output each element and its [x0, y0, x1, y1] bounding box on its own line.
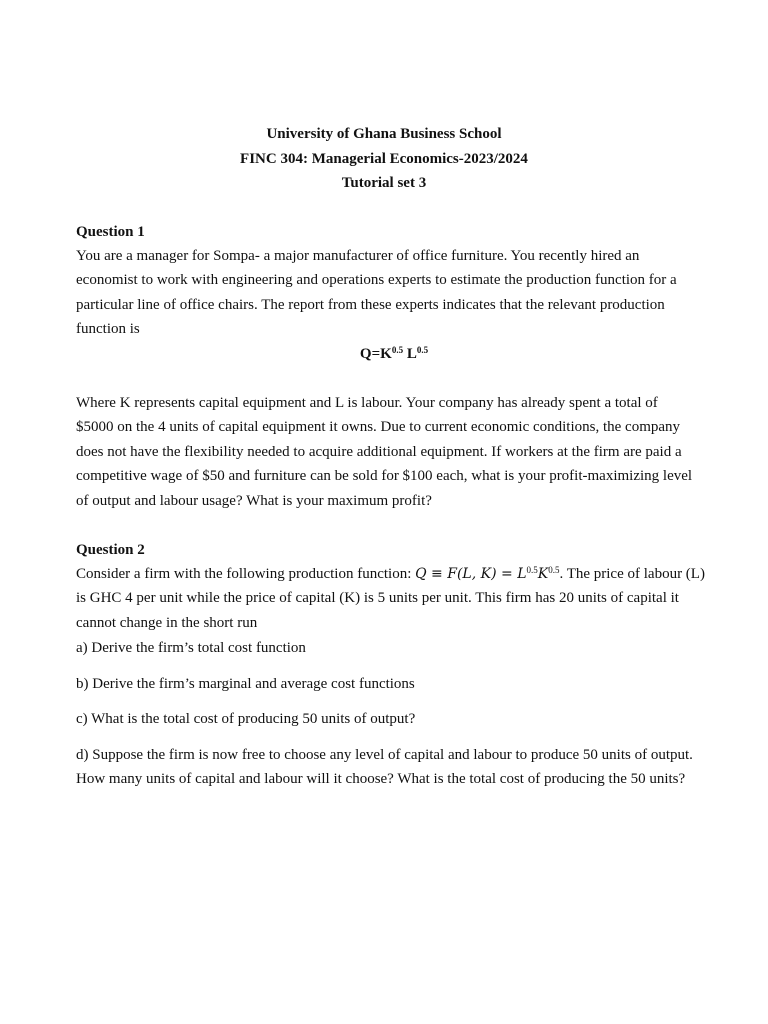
formula-exponent-l: 0.5 [416, 345, 429, 355]
equation-args: (L, K) [456, 566, 497, 582]
equation-equiv: ≡ [426, 566, 448, 582]
text-line: d) Suppose the firm is now free to choose any level of capital and labour to produce 50 units of output. [76, 747, 693, 763]
text-line-with-equation [76, 565, 736, 589]
equation-k: K [537, 566, 549, 582]
question-2-part-c: c) What is the total cost of producing 50 units of output? [76, 711, 416, 727]
equation-l: L [517, 566, 527, 582]
equation-equals: = [496, 566, 518, 582]
equation-f: F [447, 566, 457, 582]
question-2-part-d [76, 746, 726, 795]
text-line: competitive wage of $50 and furniture can be sold for $100 each, what is your profit-maximizing level [76, 468, 693, 485]
equation-q: Q [415, 566, 427, 582]
text-line: of output and labour usage? What is your maximum profit? [76, 492, 432, 509]
equation-prefix: Consider a firm with the following production function: [76, 566, 416, 582]
text-line: does not have the flexibility needed to acquire additional equipment. If workers at the firm are paid a [76, 443, 682, 460]
text-line: How many units of capital and labour will it choose? What is the total cost of producing the 50 units? [76, 771, 686, 788]
production-function-formula [0, 345, 768, 363]
question-2-intro [76, 565, 736, 638]
question-2-part-b: b) Derive the firm’s marginal and average cost functions [76, 676, 415, 692]
equation-k-exponent: 0.5 [548, 565, 560, 575]
tutorial-title: Tutorial set 3 [341, 175, 427, 191]
text-line: cannot change in the short run [76, 614, 258, 631]
question-1-body [76, 394, 716, 516]
question-1-intro [76, 247, 716, 345]
equation-l-exponent: 0.5 [526, 565, 538, 575]
question-1-heading: Question 1 [76, 224, 145, 240]
institution-name: University of Ghana Business School [266, 126, 502, 142]
text-line: $5000 on the 4 units of capital equipment it owns. Due to current economic conditions, the company [76, 419, 681, 436]
text-line: function is [76, 321, 140, 338]
course-title: FINC 304: Managerial Economics-2023/2024 [240, 151, 528, 167]
text-line: is GHC 4 per unit while the price of capital (K) is 5 units per unit. This firm has 20 units of capital it [76, 590, 679, 607]
formula-exponent-k: 0.5 [391, 345, 404, 355]
text-line: economist to work with engineering and operations experts to estimate the production function for a [76, 272, 677, 289]
formula-base-l: L [403, 346, 417, 362]
text-line: particular line of office chairs. The report from these experts indicates that the relevant production [76, 296, 665, 313]
text-line: You are a manager for Sompa- a major manufacturer of office furniture. You recently hired an [76, 248, 640, 264]
formula-base-k: Q=K [359, 346, 392, 362]
text-line: Where K represents capital equipment and L is labour. Your company has already spent a total of [76, 395, 658, 411]
equation-suffix: . The price of labour (L) [559, 566, 705, 582]
question-2-heading: Question 2 [76, 542, 145, 558]
question-2-part-a: a) Derive the firm’s total cost function [76, 640, 306, 656]
